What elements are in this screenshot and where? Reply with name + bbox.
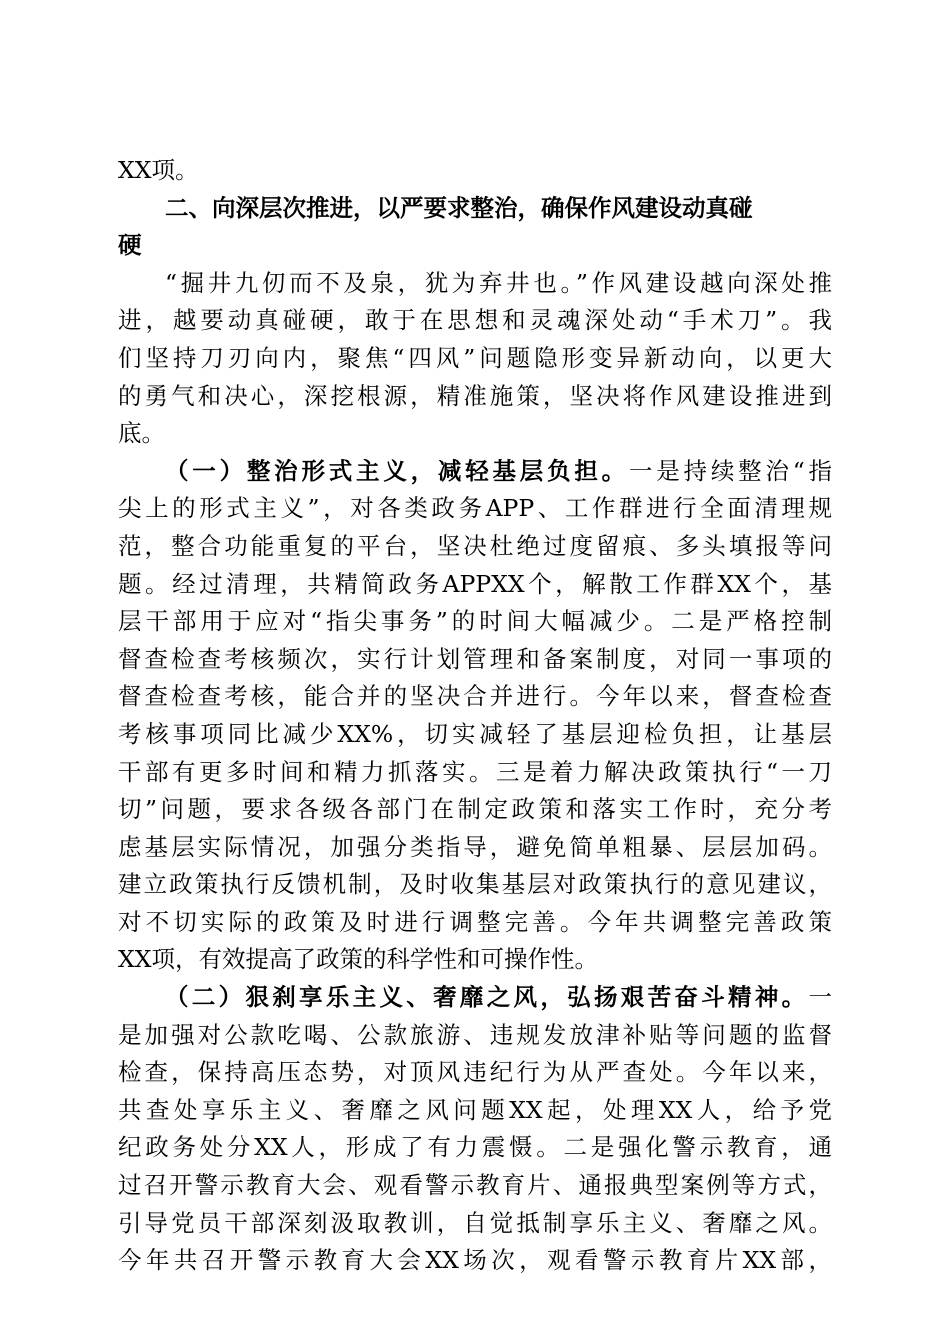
paragraph-line: 共查处享乐主义、奢靡之风问题XX起，处理XX人，给予党: [118, 1095, 832, 1124]
paragraph-line: 纪政务处分XX人，形成了有力震慑。二是强化警示教育，通: [118, 1133, 832, 1162]
subsection-1-first-line-text: 一是持续整治“指: [628, 456, 833, 485]
paragraph-line: 层干部用于应对“指尖事务”的时间大幅减少。二是严格控制: [118, 607, 832, 636]
paragraph-line: 建立政策执行反馈机制，及时收集基层对政策执行的意见建议，: [118, 870, 832, 899]
subsection-2-title: （二）狠刹享乐主义、奢靡之风，弘扬艰苦奋斗精神。: [165, 983, 809, 1012]
paragraph-line: 对不切实际的政策及时进行调整完善。今年共调整完善政策: [118, 907, 832, 936]
paragraph-line: 检查，保持高压态势，对顶风违纪行为从严查处。今年以来，: [118, 1058, 832, 1087]
paragraph-line: 尖上的形式主义”，对各类政务APP、工作群进行全面清理规: [118, 494, 832, 523]
paragraph-line: [118, 453, 832, 491]
paragraph-line: “掘井九仞而不及泉，犹为弃井也。”作风建设越向深处推: [165, 268, 832, 297]
paragraph-line: 督查检查考核频次，实行计划管理和备案制度，对同一事项的: [118, 644, 832, 673]
paragraph-line: 是加强对公款吃喝、公款旅游、违规发放津补贴等问题的监督: [118, 1020, 832, 1049]
paragraph-line: 虑基层实际情况，加强分类指导，避免简单粗暴、层层加码。: [118, 832, 832, 861]
paragraph-line: 进，越要动真碰硬，敢于在思想和灵魂深处动“手术刀”。我: [118, 306, 832, 335]
paragraph-line: 过召开警示教育大会、观看警示教育片、通报典型案例等方式，: [118, 1171, 832, 1200]
paragraph-line: 们坚持刀刃向内，聚焦“四风”问题隐形变异新动向，以更大: [118, 343, 832, 372]
paragraph-line: 督查检查考核，能合并的坚决合并进行。今年以来，督查检查: [118, 682, 832, 711]
paragraph-line: 范，整合功能重复的平台，坚决杜绝过度留痕、多头填报等问: [118, 531, 832, 560]
paragraph-line: 今年共召开警示教育大会XX场次，观看警示教育片XX部，: [118, 1246, 832, 1275]
subsection-1-title: （一）整治形式主义，减轻基层负担。: [165, 456, 629, 485]
paragraph-line: 引导党员干部深刻汲取教训，自觉抵制享乐主义、奢靡之风。: [118, 1208, 832, 1237]
section-heading-line-2: 硬: [118, 231, 142, 260]
intro-paragraph: [118, 265, 832, 453]
document-page: [118, 152, 832, 1280]
paragraph-line: XX项，有效提高了政策的科学性和可操作性。: [118, 945, 598, 974]
paragraph-line: [118, 979, 832, 1017]
paragraph-line: 底。: [118, 419, 165, 448]
paragraph-line: 切”问题，要求各级各部门在制定政策和落实工作时，充分考: [118, 795, 832, 824]
subsection-1-paragraph: [118, 453, 832, 979]
paragraph-line: 干部有更多时间和精力抓落实。三是着力解决政策执行“一刀: [118, 757, 832, 786]
paragraph-line: 题。经过清理，共精简政务APPXX个，解散工作群XX个，基: [118, 569, 832, 598]
section-heading-line-1: 二、向深层次推进，以严要求整治，确保作风建设动真碰: [165, 193, 753, 222]
subsection-2-first-line-text: 一: [808, 983, 832, 1012]
continuation-line: XX项。: [118, 156, 199, 184]
paragraph-line: 考核事项同比减少XX%，切实减轻了基层迎检负担，让基层: [118, 719, 832, 748]
subsection-2-paragraph: [118, 979, 832, 1280]
paragraph-line: 的勇气和决心，深挖根源，精准施策，坚决将作风建设推进到: [118, 381, 832, 410]
